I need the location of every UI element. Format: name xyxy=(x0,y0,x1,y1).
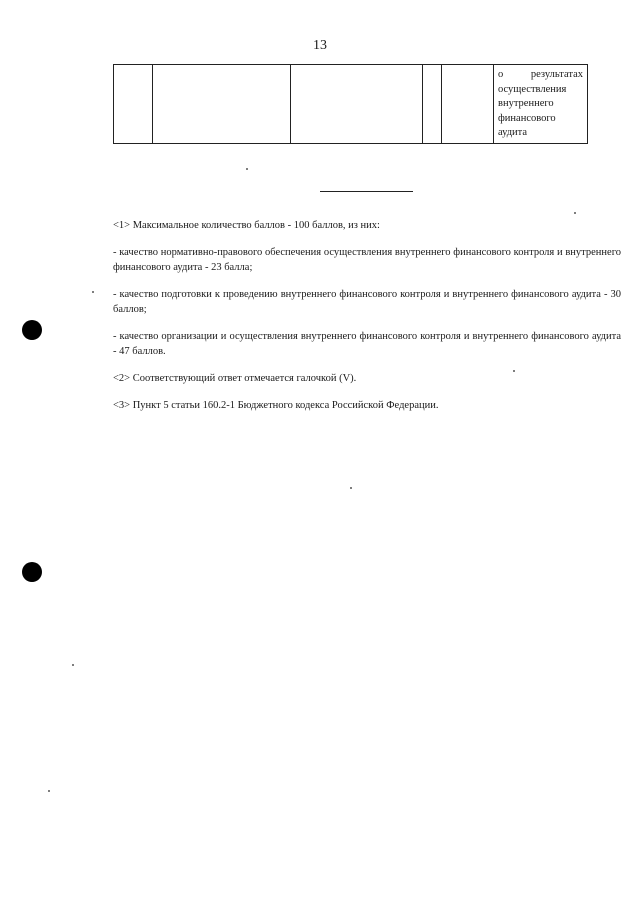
table-cell xyxy=(114,65,153,144)
table-row xyxy=(114,65,588,144)
page-number: 13 xyxy=(313,38,327,53)
table-cell xyxy=(423,65,442,144)
continuation-table xyxy=(113,64,588,144)
scan-speck xyxy=(574,212,576,214)
scan-speck xyxy=(48,790,50,792)
punch-hole-mark xyxy=(22,562,42,582)
table-cell xyxy=(291,65,423,144)
scan-speck xyxy=(513,370,515,372)
table-cell xyxy=(442,65,494,144)
footnote-2: <2> Соответствующий ответ отмечается галочкой (V). xyxy=(113,373,357,384)
punch-hole-mark xyxy=(22,320,42,340)
scan-speck xyxy=(92,291,94,293)
scan-speck xyxy=(350,487,352,489)
footnote-3: <3> Пункт 5 статьи 160.2-1 Бюджетного кодекса Российской Федерации. xyxy=(113,400,439,411)
scan-speck xyxy=(72,664,74,666)
scan-speck xyxy=(246,168,248,170)
footnote-1-item-2: - качество подготовки к проведению внутреннего финансового контроля и внутреннего финансового аудита - 30 баллов; xyxy=(113,289,621,315)
footnotes xyxy=(113,218,621,425)
table-cell-text: о результатах осуществления внутреннего финансового аудита xyxy=(494,65,588,144)
footnote-1: <1> Максимальное количество баллов - 100 баллов, из них: xyxy=(113,220,380,231)
footnote-1-item-1: - качество нормативно-правового обеспечения осуществления внутреннего финансового контроля и внутреннего финансового аудита - 23 балла; xyxy=(113,247,621,273)
footnote-separator xyxy=(320,191,413,192)
footnote-1-item-3: - качество организации и осуществления внутреннего финансового контроля и внутреннего финансового аудита - 47 баллов. xyxy=(113,331,621,357)
table-cell xyxy=(153,65,291,144)
